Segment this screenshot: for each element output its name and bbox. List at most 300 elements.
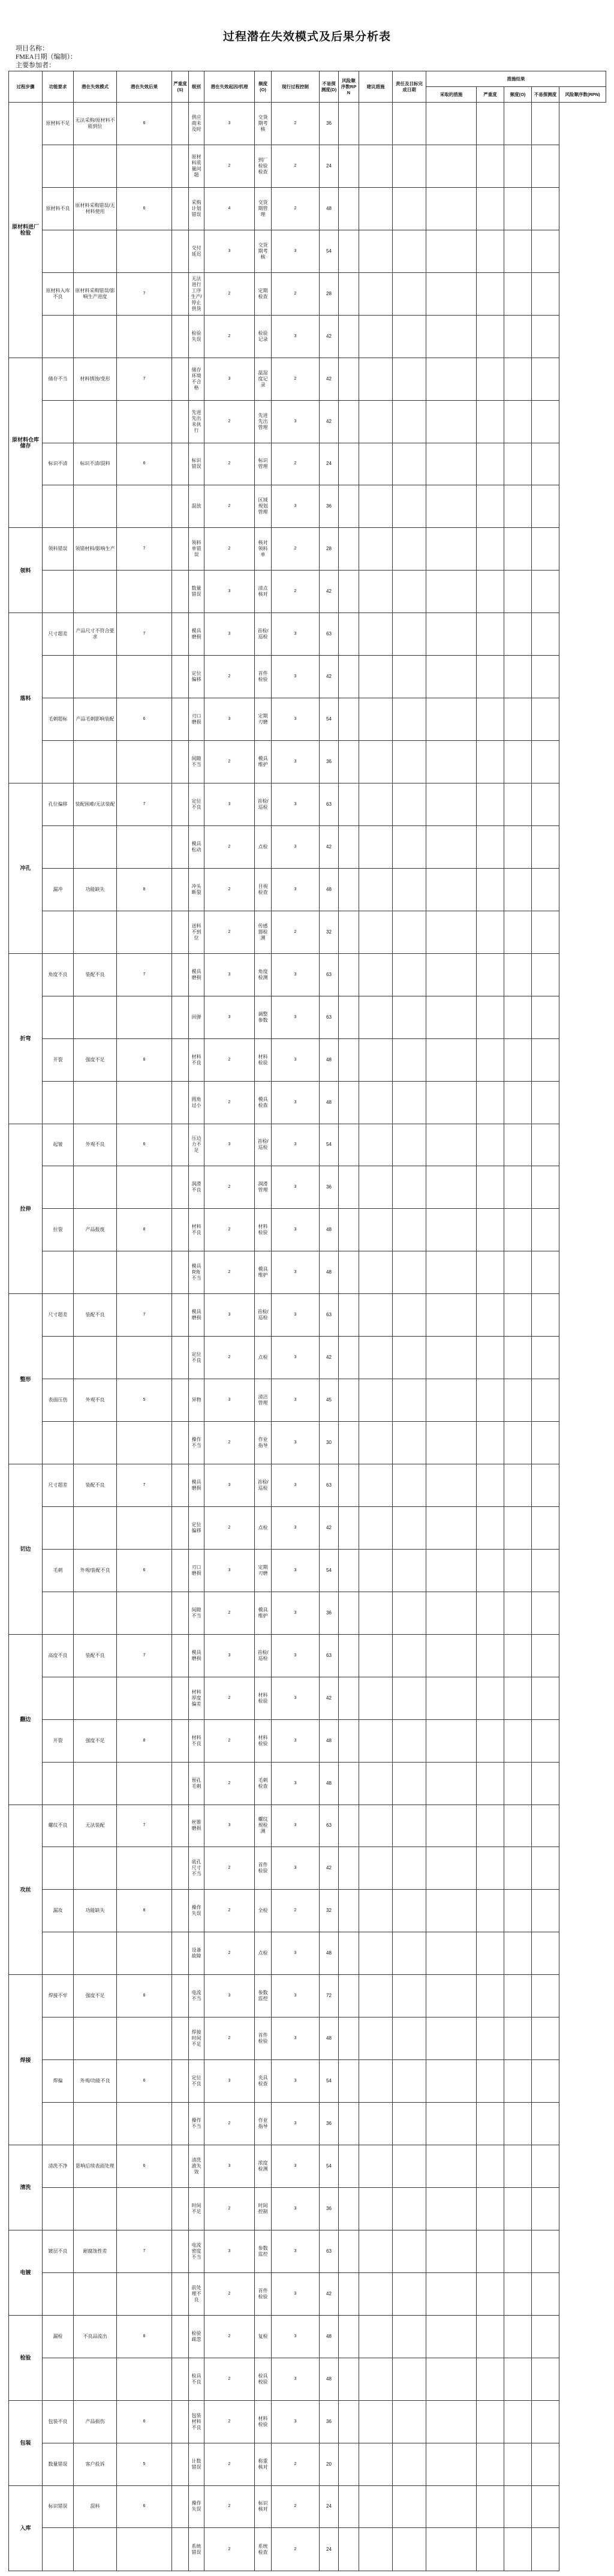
table-cell: 24 xyxy=(320,2485,339,2528)
table-cell: 2 xyxy=(204,1038,255,1081)
table-cell: 角度检测 xyxy=(255,953,272,996)
table-cell xyxy=(532,1592,559,1634)
table-cell xyxy=(393,741,426,783)
process-step-cell: 攻丝 xyxy=(9,1805,43,1975)
table-cell xyxy=(477,2358,504,2400)
table-cell: 作业指导 xyxy=(255,1422,272,1464)
table-cell xyxy=(504,230,532,272)
table-cell: 2 xyxy=(204,1081,255,1124)
table-cell: 定位偏移 xyxy=(189,656,204,698)
table-cell: 作业指导 xyxy=(255,2103,272,2145)
table-cell xyxy=(339,783,359,826)
table-cell xyxy=(172,1294,189,1337)
table-cell xyxy=(339,2230,359,2272)
table-cell: 3 xyxy=(204,1379,255,1422)
table-cell: 2 xyxy=(204,145,255,187)
table-cell xyxy=(532,2400,559,2443)
table-cell: 强度不足 xyxy=(74,1975,117,2017)
table-cell xyxy=(393,400,426,443)
table-cell: 3 xyxy=(272,656,320,698)
table-cell: 2 xyxy=(204,2528,255,2571)
table-cell xyxy=(393,230,426,272)
table-cell xyxy=(393,2017,426,2060)
table-cell: 螺纹不良 xyxy=(43,1805,74,1847)
table-cell xyxy=(426,2272,477,2315)
header-function: 功能要求 xyxy=(43,71,74,103)
table-row xyxy=(9,1677,606,1719)
table-cell: 2 xyxy=(204,400,255,443)
table-cell xyxy=(426,2528,477,2571)
table-cell xyxy=(426,528,477,571)
table-cell xyxy=(74,1251,117,1294)
table-cell xyxy=(504,656,532,698)
table-cell: 63 xyxy=(320,1294,339,1337)
table-cell: 2 xyxy=(204,1677,255,1719)
table-cell: 标识不清 xyxy=(43,443,74,485)
core-team-label: 主要参加者： xyxy=(16,62,55,69)
table-cell: 6 xyxy=(117,1124,172,1166)
table-cell xyxy=(43,2187,74,2230)
table-cell xyxy=(393,2443,426,2485)
table-cell xyxy=(339,1081,359,1124)
table-cell xyxy=(117,2017,172,2060)
table-cell: 异物 xyxy=(189,1379,204,1422)
table-cell xyxy=(426,2358,477,2400)
table-row xyxy=(9,1464,606,1507)
table-cell: 8 xyxy=(117,1719,172,1762)
header-effect: 潜在失效后果 xyxy=(117,71,172,103)
table-cell xyxy=(504,783,532,826)
table-cell xyxy=(504,741,532,783)
table-cell: 夹具检查 xyxy=(255,2060,272,2103)
table-cell: 材料检验 xyxy=(255,2400,272,2443)
table-cell xyxy=(117,1932,172,1975)
table-cell: 48 xyxy=(320,1081,339,1124)
table-cell xyxy=(393,1038,426,1081)
table-cell xyxy=(504,103,532,145)
table-cell xyxy=(339,1677,359,1719)
table-cell xyxy=(172,698,189,741)
table-cell xyxy=(504,613,532,656)
table-row xyxy=(9,1634,606,1677)
table-cell xyxy=(359,1209,393,1251)
table-cell xyxy=(532,1762,559,1805)
process-step-cell: 翻边 xyxy=(9,1634,43,1805)
table-cell: 3 xyxy=(272,1294,320,1337)
table-cell: 3 xyxy=(204,1124,255,1166)
table-cell: 2 xyxy=(272,571,320,613)
table-cell xyxy=(393,315,426,358)
table-cell: 3 xyxy=(272,1337,320,1379)
table-cell xyxy=(172,1592,189,1634)
table-cell xyxy=(393,2187,426,2230)
table-cell: 7 xyxy=(117,358,172,400)
table-cell xyxy=(172,1124,189,1166)
table-cell xyxy=(504,825,532,868)
table-cell xyxy=(532,145,559,187)
table-cell xyxy=(477,1337,504,1379)
table-cell: 3 xyxy=(204,1464,255,1507)
table-cell xyxy=(477,187,504,230)
table-row xyxy=(9,1081,606,1124)
table-row xyxy=(9,145,606,187)
table-cell xyxy=(43,2358,74,2400)
table-cell: 3 xyxy=(272,1975,320,2017)
table-cell: 外观不良 xyxy=(74,1379,117,1422)
table-cell: 首检/巡检 xyxy=(255,1294,272,1337)
table-cell: 拉裂 xyxy=(43,1209,74,1251)
table-cell xyxy=(393,1337,426,1379)
header-severity-2: 严重度 xyxy=(477,87,504,103)
table-cell xyxy=(477,2443,504,2485)
table-row xyxy=(9,230,606,272)
table-cell xyxy=(426,613,477,656)
table-cell xyxy=(532,1677,559,1719)
table-cell xyxy=(172,2103,189,2145)
table-cell xyxy=(43,230,74,272)
table-cell: 63 xyxy=(320,783,339,826)
table-cell xyxy=(532,825,559,868)
table-cell xyxy=(426,868,477,911)
table-cell xyxy=(359,1677,393,1719)
table-cell: 首检/巡检 xyxy=(255,1634,272,1677)
table-cell: 54 xyxy=(320,230,339,272)
table-cell xyxy=(359,230,393,272)
table-cell xyxy=(477,1294,504,1337)
table-cell: 首件检验 xyxy=(255,656,272,698)
table-cell: 3 xyxy=(272,2145,320,2188)
table-cell: 6 xyxy=(117,443,172,485)
table-cell: 清洁管理 xyxy=(255,1379,272,1422)
table-cell: 镀层不良 xyxy=(43,2230,74,2272)
table-cell: 材料检验 xyxy=(255,1677,272,1719)
table-cell xyxy=(117,485,172,528)
table-cell: 毛刺超标 xyxy=(43,698,74,741)
table-cell xyxy=(339,1337,359,1379)
table-cell: 预孔毛刺 xyxy=(189,1762,204,1805)
table-cell xyxy=(393,358,426,400)
table-cell xyxy=(359,1124,393,1166)
header-responsibility: 责任及目标完成日期 xyxy=(393,71,426,103)
table-cell: 48 xyxy=(320,1762,339,1805)
table-cell: 7 xyxy=(117,1634,172,1677)
table-cell xyxy=(532,2145,559,2188)
table-cell xyxy=(339,485,359,528)
table-cell xyxy=(477,145,504,187)
table-cell xyxy=(117,1677,172,1719)
table-cell: 混放 xyxy=(189,485,204,528)
table-cell: 材料不良 xyxy=(189,1719,204,1762)
table-cell: 表面压伤 xyxy=(43,1379,74,1422)
table-cell xyxy=(532,2443,559,2485)
table-cell: 3 xyxy=(272,783,320,826)
table-cell: 材料检验 xyxy=(255,1038,272,1081)
table-cell xyxy=(172,825,189,868)
table-cell xyxy=(359,1081,393,1124)
table-cell xyxy=(359,1975,393,2017)
table-cell xyxy=(504,1422,532,1464)
table-cell: 2 xyxy=(204,1337,255,1379)
table-cell xyxy=(477,825,504,868)
table-cell: 2 xyxy=(272,528,320,571)
table-cell xyxy=(504,1464,532,1507)
table-cell xyxy=(43,911,74,953)
table-cell xyxy=(393,1805,426,1847)
table-cell: 模具维护 xyxy=(255,741,272,783)
table-cell: 3 xyxy=(272,2187,320,2230)
table-cell xyxy=(339,1379,359,1422)
table-cell xyxy=(532,1337,559,1379)
table-cell: 检验疏忽 xyxy=(189,2315,204,2358)
table-cell xyxy=(172,1719,189,1762)
table-cell xyxy=(74,911,117,953)
table-cell: 产品损伤 xyxy=(74,2400,117,2443)
table-cell xyxy=(426,1805,477,1847)
table-cell: 数量错误 xyxy=(189,571,204,613)
table-cell: 原材料采购错误/无材料使用 xyxy=(74,187,117,230)
table-cell: 压边力不足 xyxy=(189,1124,204,1166)
table-cell: 48 xyxy=(320,868,339,911)
table-cell: 8 xyxy=(117,2315,172,2358)
table-row xyxy=(9,2485,606,2528)
table-cell xyxy=(426,1677,477,1719)
table-cell xyxy=(504,315,532,358)
table-cell: 不良品流出 xyxy=(74,2315,117,2358)
table-cell xyxy=(504,1634,532,1677)
table-cell xyxy=(74,1422,117,1464)
table-cell: 6 xyxy=(117,2400,172,2443)
table-cell: 2 xyxy=(204,2103,255,2145)
table-cell: 3 xyxy=(204,698,255,741)
table-cell: 48 xyxy=(320,1038,339,1081)
table-cell: 28 xyxy=(320,272,339,315)
table-cell xyxy=(339,2400,359,2443)
table-cell xyxy=(117,571,172,613)
table-cell xyxy=(532,1379,559,1422)
table-cell: 装配不良 xyxy=(74,953,117,996)
table-cell: 48 xyxy=(320,187,339,230)
table-cell: 2 xyxy=(204,2187,255,2230)
table-cell xyxy=(339,2145,359,2188)
table-cell xyxy=(359,613,393,656)
table-cell xyxy=(74,2017,117,2060)
header-severity: 严重度(S) xyxy=(172,71,189,103)
table-cell xyxy=(74,315,117,358)
table-row xyxy=(9,2400,606,2443)
table-cell: 操作失误 xyxy=(189,1890,204,1932)
table-cell: 3 xyxy=(204,230,255,272)
table-cell xyxy=(393,1932,426,1975)
table-cell xyxy=(359,315,393,358)
table-cell: 原材料不足 xyxy=(43,103,74,145)
table-cell xyxy=(426,953,477,996)
table-cell xyxy=(477,1506,504,1549)
table-cell xyxy=(504,2145,532,2188)
table-cell: 3 xyxy=(272,741,320,783)
table-cell xyxy=(172,1464,189,1507)
table-cell xyxy=(339,656,359,698)
table-cell: 7 xyxy=(117,1294,172,1337)
table-cell xyxy=(359,571,393,613)
table-cell xyxy=(117,2103,172,2145)
table-cell xyxy=(359,953,393,996)
table-cell xyxy=(393,2145,426,2188)
table-cell: 54 xyxy=(320,1124,339,1166)
table-row xyxy=(9,656,606,698)
table-cell xyxy=(532,1251,559,1294)
table-cell: 首件检验 xyxy=(255,1847,272,1890)
table-row xyxy=(9,1379,606,1422)
table-cell xyxy=(359,1251,393,1294)
table-cell: 2 xyxy=(272,103,320,145)
table-cell xyxy=(426,656,477,698)
table-cell xyxy=(359,103,393,145)
table-cell: 强度不足 xyxy=(74,1719,117,1762)
table-cell: 外观/装配不良 xyxy=(74,1549,117,1592)
table-cell: 2 xyxy=(204,1422,255,1464)
table-cell xyxy=(504,485,532,528)
table-cell: 3 xyxy=(272,1719,320,1762)
table-cell: 材料厚度偏差 xyxy=(189,1677,204,1719)
table-cell xyxy=(359,2103,393,2145)
table-cell: 36 xyxy=(320,2103,339,2145)
table-cell xyxy=(426,2315,477,2358)
table-cell xyxy=(339,1847,359,1890)
table-cell xyxy=(393,1677,426,1719)
table-cell: 3 xyxy=(272,2060,320,2103)
table-cell: 8 xyxy=(117,868,172,911)
table-cell xyxy=(477,272,504,315)
table-cell xyxy=(504,1805,532,1847)
table-cell xyxy=(172,613,189,656)
table-cell xyxy=(504,1890,532,1932)
table-row xyxy=(9,2103,606,2145)
table-cell xyxy=(359,825,393,868)
table-cell xyxy=(477,1592,504,1634)
table-cell xyxy=(532,1422,559,1464)
table-cell xyxy=(532,315,559,358)
table-cell: 无法装配 xyxy=(74,1805,117,1847)
table-cell xyxy=(477,2528,504,2571)
table-cell xyxy=(172,868,189,911)
table-cell xyxy=(426,2103,477,2145)
table-cell xyxy=(393,1719,426,1762)
table-cell xyxy=(339,1166,359,1209)
table-cell xyxy=(426,1209,477,1251)
table-cell: 3 xyxy=(272,315,320,358)
table-row xyxy=(9,953,606,996)
table-cell xyxy=(117,741,172,783)
table-row xyxy=(9,358,606,400)
table-cell xyxy=(426,698,477,741)
table-cell xyxy=(359,2443,393,2485)
table-cell: 交货期考核 xyxy=(255,230,272,272)
table-cell xyxy=(477,953,504,996)
table-cell xyxy=(359,1719,393,1762)
table-row xyxy=(9,2187,606,2230)
table-cell xyxy=(393,2485,426,2528)
table-cell: 起皱 xyxy=(43,1124,74,1166)
table-cell: 2 xyxy=(204,2358,255,2400)
table-cell: 模具R角不当 xyxy=(189,1251,204,1294)
table-cell xyxy=(74,2528,117,2571)
table-cell xyxy=(532,1932,559,1975)
table-cell xyxy=(117,1506,172,1549)
table-cell xyxy=(504,1038,532,1081)
table-cell xyxy=(359,358,393,400)
table-row xyxy=(9,315,606,358)
table-row xyxy=(9,1932,606,1975)
table-cell xyxy=(426,2145,477,2188)
table-cell: 2 xyxy=(272,145,320,187)
table-cell xyxy=(504,698,532,741)
table-cell xyxy=(172,2485,189,2528)
table-cell xyxy=(532,1549,559,1592)
table-cell: 漏检 xyxy=(43,2315,74,2358)
table-cell xyxy=(393,613,426,656)
table-cell: 到厂检验检查 xyxy=(255,145,272,187)
table-cell xyxy=(43,656,74,698)
table-cell xyxy=(172,2230,189,2272)
table-cell: 采购计划错误 xyxy=(189,187,204,230)
table-cell: 3 xyxy=(204,783,255,826)
table-cell xyxy=(532,1294,559,1337)
table-cell xyxy=(532,1719,559,1762)
table-cell: 开裂 xyxy=(43,1719,74,1762)
table-cell xyxy=(74,230,117,272)
table-cell xyxy=(339,2272,359,2315)
table-cell xyxy=(74,571,117,613)
table-cell xyxy=(426,2187,477,2230)
table-cell: 标识错误 xyxy=(43,2485,74,2528)
table-cell: 3 xyxy=(272,1209,320,1251)
table-cell xyxy=(172,187,189,230)
table-cell: 3 xyxy=(272,698,320,741)
table-cell xyxy=(117,1081,172,1124)
table-cell xyxy=(172,2145,189,2188)
table-cell: 定期刃磨 xyxy=(255,1549,272,1592)
table-cell xyxy=(504,911,532,953)
table-cell xyxy=(532,272,559,315)
table-cell: 参数监控 xyxy=(255,2230,272,2272)
table-cell: 36 xyxy=(320,2187,339,2230)
table-cell xyxy=(339,315,359,358)
table-cell xyxy=(426,1932,477,1975)
project-name-label: 项目名称： xyxy=(16,45,49,52)
table-cell: 3 xyxy=(204,2060,255,2103)
table-cell: 24 xyxy=(320,2528,339,2571)
table-cell: 操作失误 xyxy=(189,2485,204,2528)
table-cell: 2 xyxy=(204,1932,255,1975)
table-cell xyxy=(426,571,477,613)
table-cell: 42 xyxy=(320,656,339,698)
table-cell xyxy=(359,2358,393,2400)
table-cell: 首件检验 xyxy=(255,2017,272,2060)
table-cell xyxy=(426,1847,477,1890)
table-cell: 2 xyxy=(204,2315,255,2358)
table-cell: 6 xyxy=(117,2145,172,2188)
table-header xyxy=(9,71,606,103)
table-row xyxy=(9,443,606,485)
table-cell: 7 xyxy=(117,783,172,826)
table-cell xyxy=(532,1634,559,1677)
table-cell xyxy=(117,1251,172,1294)
table-cell xyxy=(532,613,559,656)
table-cell xyxy=(426,1379,477,1422)
table-cell xyxy=(43,2272,74,2315)
table-cell xyxy=(172,1081,189,1124)
table-cell xyxy=(339,1422,359,1464)
